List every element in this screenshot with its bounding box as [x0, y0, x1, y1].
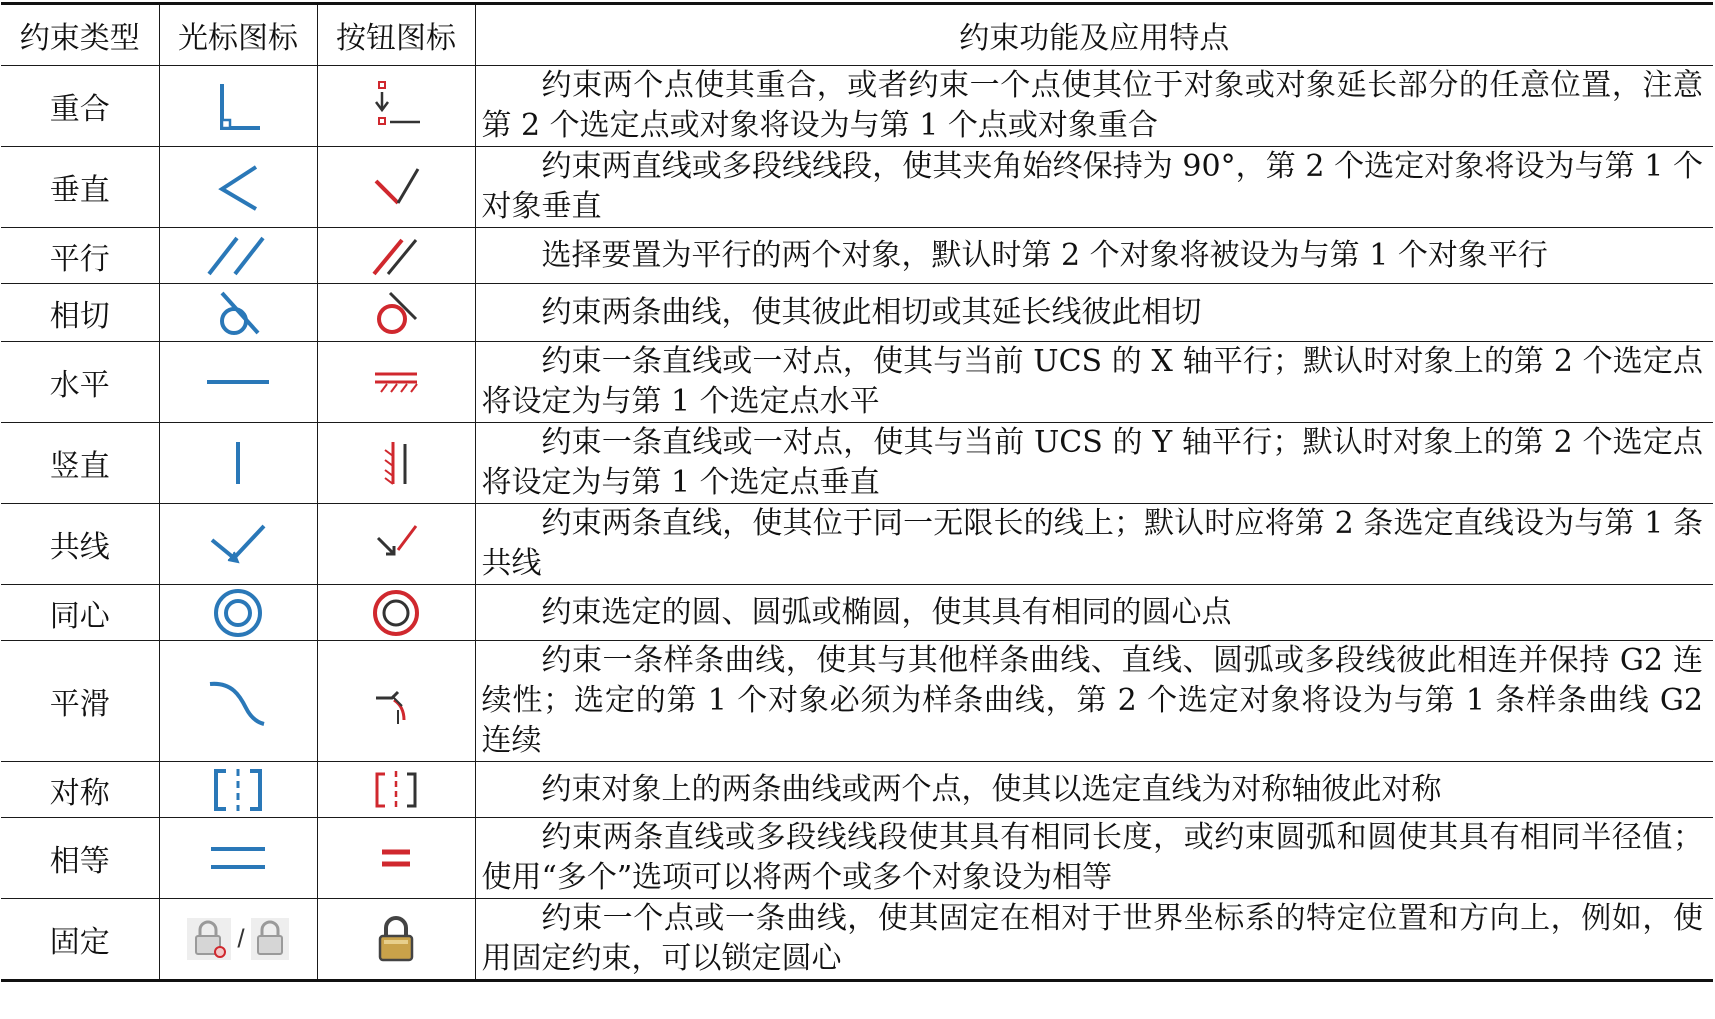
table-row	[1, 147, 1713, 228]
header-type: 约束类型	[1, 4, 159, 66]
table-row	[1, 818, 1713, 899]
coincident-cursor-icon	[210, 78, 266, 134]
collinear-button-icon	[368, 518, 424, 570]
table-row	[1, 762, 1713, 818]
horizontal-cursor-icon	[203, 372, 273, 392]
table-row	[1, 423, 1713, 504]
vertical-cursor-icon	[228, 438, 248, 488]
constraint-type: 竖直	[1, 423, 159, 504]
constraint-description: 选择要置为平行的两个对象，默认时第 2 个对象将被设为与第 1 个对象平行	[541, 237, 1548, 273]
constraint-description: 约束两条曲线，使其彼此相切或其延长线彼此相切	[541, 294, 1202, 330]
coincident-button-icon	[368, 78, 424, 134]
constraint-description: 约束选定的圆、圆弧或椭圆，使其具有相同的圆心点	[541, 594, 1232, 630]
constraint-type: 固定	[1, 899, 159, 981]
constraint-type: 对称	[1, 762, 159, 818]
parallel-button-icon	[368, 234, 424, 278]
symmetric-cursor-icon	[208, 765, 268, 815]
smooth-cursor-icon	[206, 674, 270, 728]
constraint-type: 垂直	[1, 147, 159, 228]
table-row	[1, 899, 1713, 981]
table-row	[1, 342, 1713, 423]
constraint-type: 同心	[1, 585, 159, 641]
equal-cursor-icon	[207, 842, 269, 874]
constraint-table	[1, 2, 1713, 982]
constraint-description: 约束两条直线或多段线线段使其具有相同长度，或约束圆弧和圆使其具有相同半径值；使用“多个”选项可以将两个或多个对象设为相等	[481, 820, 1703, 895]
constraint-description: 约束两个点使其重合，或者约束一个点使其位于对象或对象延长部分的任意位置，注意第 2 个选定点或对象将设为与第 1 个点或对象重合	[481, 68, 1703, 143]
table-row	[1, 228, 1713, 284]
fix-button-icon	[374, 914, 418, 964]
constraint-type: 水平	[1, 342, 159, 423]
tangent-cursor-icon	[210, 289, 266, 337]
constraint-description: 约束两直线或多段线线段，使其夹角始终保持为 90°，第 2 个选定对象将设为与第 1 个对象垂直	[481, 149, 1703, 224]
constraint-description: 约束两条直线，使其位于同一无限长的线上；默认时应将第 2 条选定直线设为与第 1 条共线	[481, 506, 1703, 581]
table-row	[1, 585, 1713, 641]
constraint-type: 相切	[1, 284, 159, 342]
collinear-cursor-icon	[208, 518, 268, 570]
concentric-button-icon	[369, 586, 423, 640]
constraint-description: 约束一个点或一条曲线，使其固定在相对于世界坐标系的特定位置和方向上，例如，使用固定约束，可以锁定圆心	[481, 901, 1703, 976]
table-row	[1, 284, 1713, 342]
table-row	[1, 641, 1713, 762]
constraint-type: 平行	[1, 228, 159, 284]
header-button-icon: 按钮图标	[317, 4, 475, 66]
constraint-description: 约束一条样条曲线，使其与其他样条曲线、直线、圆弧或多段线彼此相连并保持 G2 连续性；选定的第 1 个对象必须为样条曲线，第 2 个选定对象将设为与第 1 条样条曲线 G2 连续	[481, 643, 1703, 758]
smooth-button-icon	[368, 674, 424, 728]
constraint-type: 相等	[1, 818, 159, 899]
table-row	[1, 504, 1713, 585]
header-cursor-icon: 光标图标	[159, 4, 317, 66]
vertical-button-icon	[379, 438, 413, 488]
perpendicular-cursor-icon	[210, 159, 266, 215]
constraint-description: 约束一条直线或一对点，使其与当前 UCS 的 Y 轴平行；默认时对象上的第 2 个选定点将设定为与第 1 个选定点垂直	[481, 425, 1703, 500]
constraint-type: 共线	[1, 504, 159, 585]
horizontal-button-icon	[371, 368, 421, 396]
header-row	[1, 4, 1713, 66]
parallel-cursor-icon	[203, 234, 273, 278]
constraint-description: 约束对象上的两条曲线或两个点，使其以选定直线为对称轴彼此对称	[541, 771, 1442, 807]
fix-cursor-lock-alt-icon	[250, 916, 290, 962]
tangent-button-icon	[368, 289, 424, 337]
symmetric-button-icon	[371, 768, 421, 812]
constraint-description: 约束一条直线或一对点，使其与当前 UCS 的 X 轴平行；默认时对象上的第 2 个选定点将设定为与第 1 个选定点水平	[481, 344, 1703, 419]
concentric-cursor-icon	[211, 586, 265, 640]
header-description: 约束功能及应用特点	[475, 4, 1713, 66]
table-row	[1, 66, 1713, 147]
constraint-type: 平滑	[1, 641, 159, 762]
fix-cursor-lock-icon	[186, 916, 232, 962]
equal-button-icon	[379, 843, 413, 873]
perpendicular-button-icon	[368, 159, 424, 215]
constraint-type: 重合	[1, 66, 159, 147]
icon-separator: /	[237, 923, 245, 954]
